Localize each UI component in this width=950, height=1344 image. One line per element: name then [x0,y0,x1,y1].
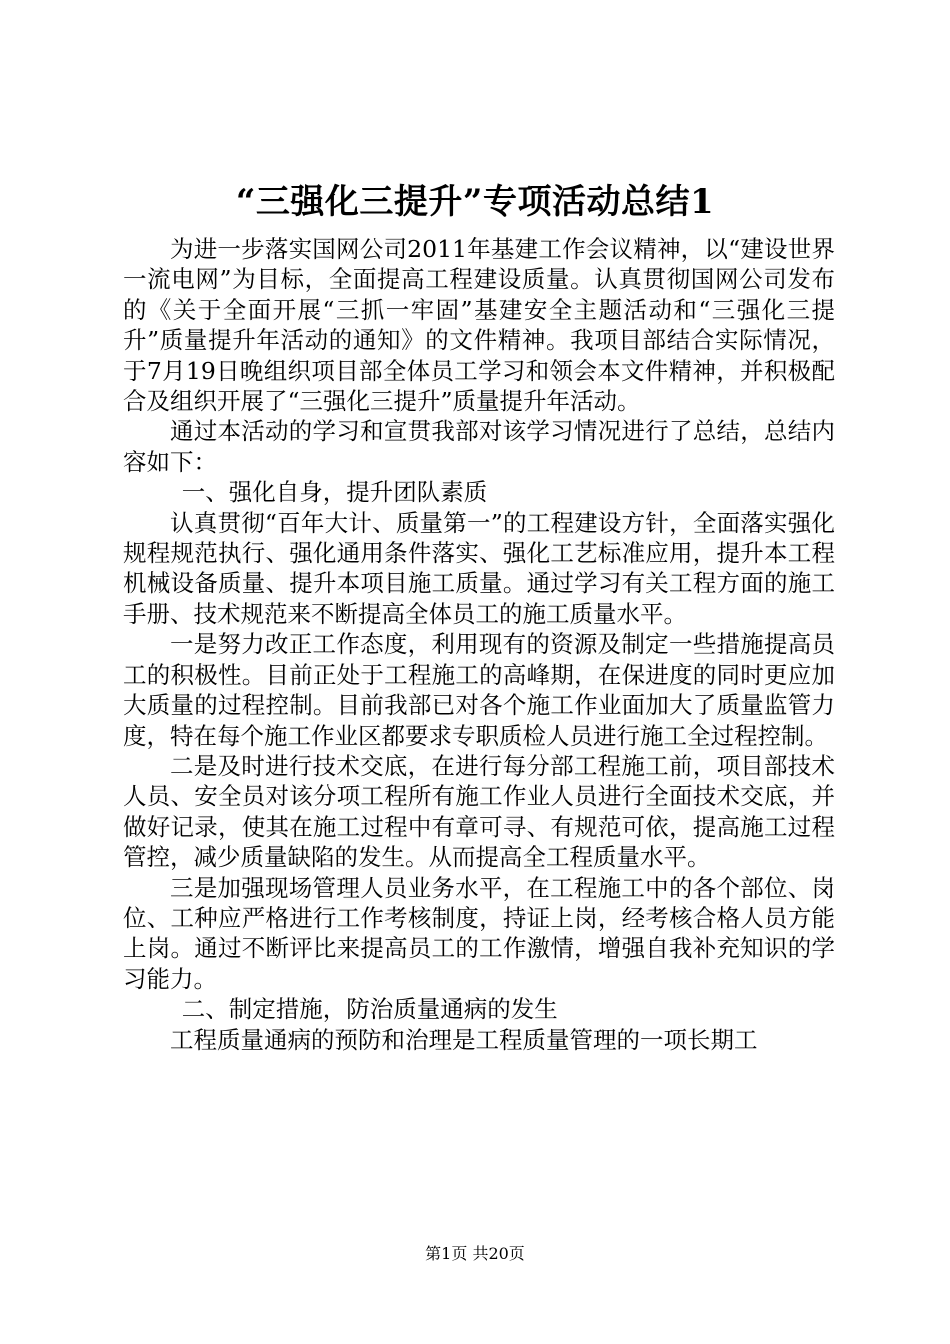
page-footer: 第1页 共20页 [425,1244,525,1263]
section-heading: 一、强化自身，提升团队素质 [181,478,488,507]
paragraph: 认真贯彻“百年大计、质量第一”的工程建设方针，全面落实强化规程规范执行、强化通用条件落实、强化工艺标准应用，提升本工程机械设备质量、提升本项目施工质量。通过学习有关工程方面的施工手册、技术规范来不断提高全体员工的施工质量水平。 [123,508,835,628]
paragraph: 为进一步落实国网公司2011年基建工作会议精神，以“建设世界一流电网”为目标，全面提高工程建设质量。认真贯彻国网公司发布的《关于全面开展“三抓一牢固”基建安全主题活动和“三强化三提升”质量提升年活动的通知》的文件精神。我项目部结合实际情况，于7月19日晚组织项目部全体员工学习和领会本文件精神，并积极配合及组织开展了“三强化三提升”质量提升年活动。 [123,235,835,416]
paragraph: 工程质量通病的预防和治理是工程质量管理的一项长期工 [170,1025,758,1054]
document-body [123,234,835,1055]
paragraph: 一是努力改正工作态度，利用现有的资源及制定一些措施提高员工的积极性。目前正处于工程施工的高峰期，在保进度的同时更应加大质量的过程控制。目前我部已对各个施工作业面加大了质量监管力度，特在每个施工作业区都要求专职质检人员进行施工全过程控制。 [123,630,835,750]
document-title: “三强化三提升”专项活动总结1 [235,182,715,222]
section-heading: 二、制定措施，防治质量通病的发生 [181,995,558,1024]
paragraph: 通过本活动的学习和宣贯我部对该学习情况进行了总结，总结内容如下： [123,417,835,476]
paragraph: 三是加强现场管理人员业务水平，在工程施工中的各个部位、岗位、工种应严格进行工作考核制度，持证上岗，经考核合格人员方能上岗。通过不断评比来提高员工的工作激情，增强自我补充知识的学习能力。 [123,873,835,993]
paragraph: 二是及时进行技术交底，在进行每分部工程施工前，项目部技术人员、安全员对该分项工程所有施工作业人员进行全面技术交底，并做好记录，使其在施工过程中有章可寻、有规范可依，提高施工过程管控，减少质量缺陷的发生。从而提高全工程质量水平。 [123,751,835,872]
